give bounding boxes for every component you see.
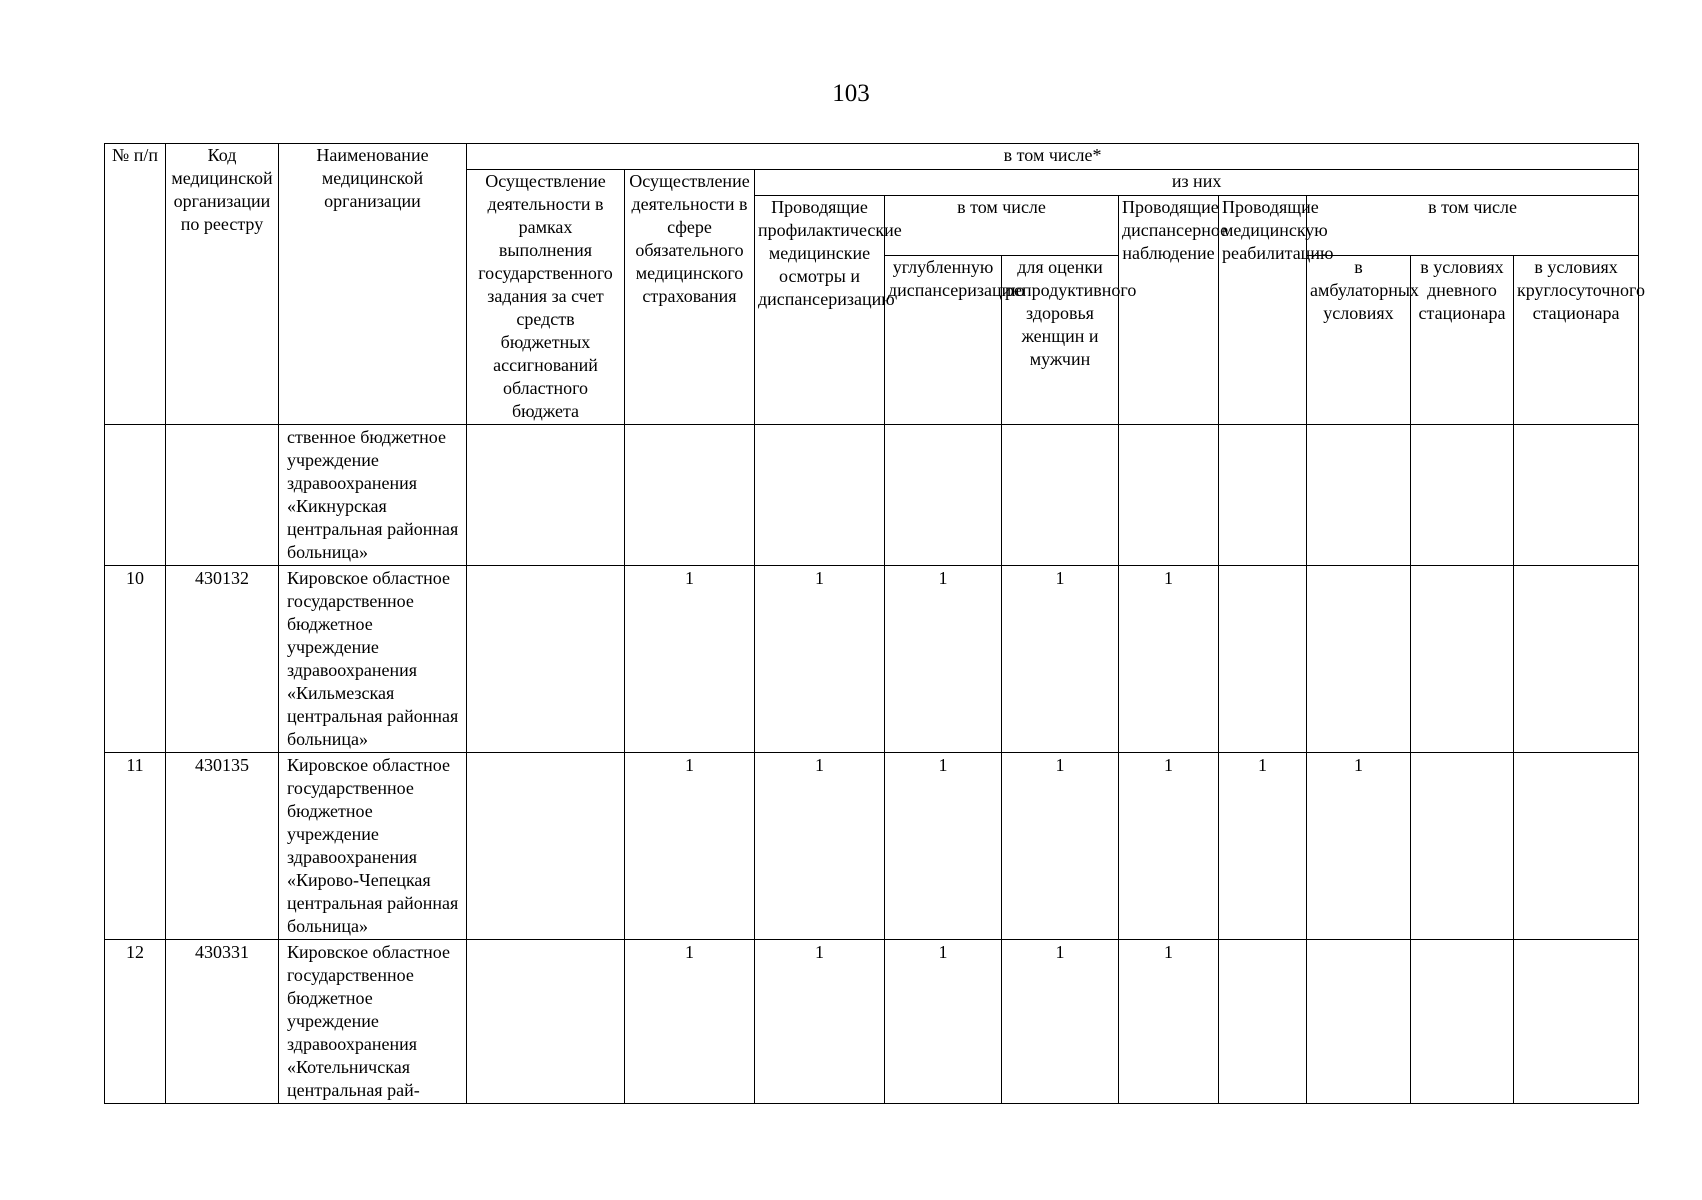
cell-deep: 1 [885, 566, 1002, 753]
cell-oms: 1 [625, 753, 755, 940]
header-prophylactic-incl: в том числе [885, 196, 1119, 256]
cell-state-task [467, 566, 625, 753]
table-row [105, 753, 1639, 940]
cell-code: 430331 [166, 940, 279, 1104]
header-num: № п/п [105, 144, 166, 425]
header-rehab-incl: в том числе [1307, 196, 1639, 256]
cell-deep [885, 425, 1002, 566]
cell-state-task [467, 940, 625, 1104]
cell-num: 11 [105, 753, 166, 940]
cell-num: 10 [105, 566, 166, 753]
cell-code [166, 425, 279, 566]
header-rehab: Проводящие медицинскую реабилитацию [1219, 196, 1307, 425]
cell-reproductive: 1 [1002, 566, 1119, 753]
cell-prophylactic: 1 [755, 566, 885, 753]
header-prophylactic: Проводящие профилактические медицинские осмотры и диспансеризацию [755, 196, 885, 425]
table-row [105, 940, 1639, 1104]
cell-rehab: 1 [1219, 753, 1307, 940]
cell-ambulatory [1307, 566, 1411, 753]
cell-name: Кировское областное государственное бюджетное учреждение здравоохранения «Кильмезская центральная районная больница» [279, 566, 467, 753]
cell-round-stationary [1514, 566, 1639, 753]
cell-ambulatory: 1 [1307, 753, 1411, 940]
header-ambulatory: в амбулаторных условиях [1307, 256, 1411, 425]
header-reproductive: для оценки репродуктивного здоровья женщин и мужчин [1002, 256, 1119, 425]
medical-organizations-table [104, 143, 1645, 1104]
cell-ambulatory [1307, 940, 1411, 1104]
cell-rehab [1219, 425, 1307, 566]
cell-oms [625, 425, 755, 566]
cell-oms: 1 [625, 940, 755, 1104]
header-oms: Осуществление деятельности в сфере обязательного медицинского страхования [625, 170, 755, 425]
cell-day-stationary [1411, 566, 1514, 753]
cell-name: Кировское областное государственное бюджетное учреждение здравоохранения «Котельничская центральная рай- [279, 940, 467, 1104]
cell-ambulatory [1307, 425, 1411, 566]
cell-reproductive: 1 [1002, 753, 1119, 940]
cell-oms: 1 [625, 566, 755, 753]
cell-dispensary: 1 [1119, 753, 1219, 940]
table-row [105, 566, 1639, 753]
cell-prophylactic: 1 [755, 753, 885, 940]
cell-round-stationary [1514, 940, 1639, 1104]
cell-num [105, 425, 166, 566]
page-number: 103 [832, 80, 870, 107]
cell-name: ственное бюджетное учреждение здравоохранения «Кикнурская центральная районная больница» [279, 425, 467, 566]
cell-deep: 1 [885, 753, 1002, 940]
cell-reproductive: 1 [1002, 940, 1119, 1104]
cell-round-stationary [1514, 753, 1639, 940]
cell-day-stationary [1411, 753, 1514, 940]
cell-state-task [467, 753, 625, 940]
cell-deep: 1 [885, 940, 1002, 1104]
header-code: Код медицинской организации по реестру [166, 144, 279, 425]
cell-dispensary: 1 [1119, 566, 1219, 753]
cell-code: 430135 [166, 753, 279, 940]
header-of-them: из них [755, 170, 1639, 196]
cell-day-stationary [1411, 425, 1514, 566]
cell-reproductive [1002, 425, 1119, 566]
cell-prophylactic [755, 425, 885, 566]
cell-prophylactic: 1 [755, 940, 885, 1104]
header-deep: углубленную диспансеризацию [885, 256, 1002, 425]
header-round-stationary: в условиях круглосуточного стационара [1514, 256, 1639, 425]
header-name: Наименование медицинской организации [279, 144, 467, 425]
cell-dispensary: 1 [1119, 940, 1219, 1104]
cell-day-stationary [1411, 940, 1514, 1104]
cell-rehab [1219, 940, 1307, 1104]
header-state-task: Осуществление деятельности в рамках выполнения государственного задания за счет средств бюджетных ассигнований областного бюджета [467, 170, 625, 425]
cell-rehab [1219, 566, 1307, 753]
cell-name: Кировское областное государственное бюджетное учреждение здравоохранения «Кирово-Чепецкая центральная районная больница» [279, 753, 467, 940]
header-dispensary: Проводящие диспансерное наблюдение [1119, 196, 1219, 425]
cell-dispensary [1119, 425, 1219, 566]
cell-num: 12 [105, 940, 166, 1104]
header-day-stationary: в условиях дневного стационара [1411, 256, 1514, 425]
cell-state-task [467, 425, 625, 566]
cell-round-stationary [1514, 425, 1639, 566]
table-row [105, 425, 1639, 566]
header-in-that-number: в том числе* [467, 144, 1639, 170]
cell-code: 430132 [166, 566, 279, 753]
